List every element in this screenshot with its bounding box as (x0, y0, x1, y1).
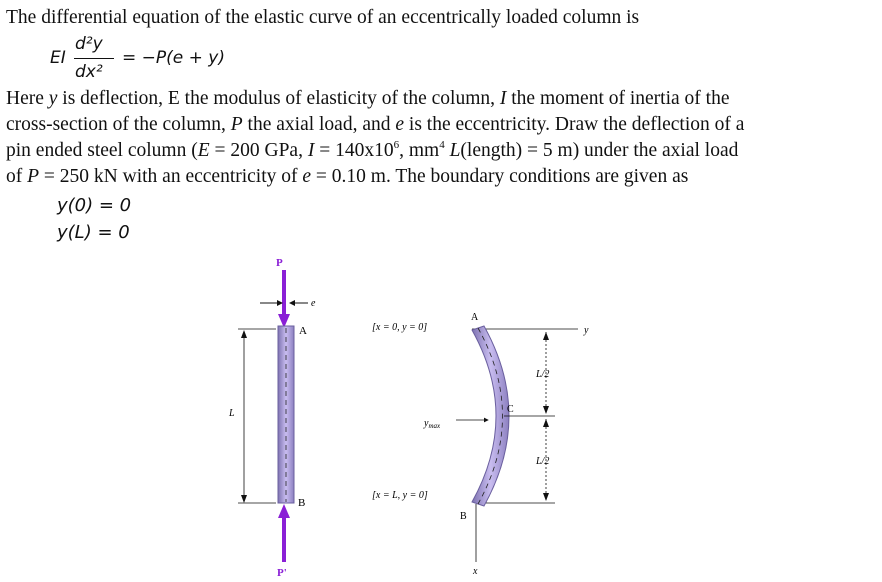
label-e: e (311, 298, 316, 309)
eq-fraction-bar (74, 58, 114, 59)
label-B-left: B (298, 497, 306, 509)
half-dim-arrow-3 (543, 419, 549, 427)
paragraph-line-1: Here y is deflection, E the modulus of elasticity of the column, I the moment of inertia of the (6, 88, 730, 109)
half-dim-arrow-2 (543, 406, 549, 414)
label-C: C (507, 404, 514, 415)
paragraph-line-3: pin ended steel column (E = 200 GPa, $I = 140x10^6$, $mm^4$ L(length) = 5 m) under the axial load (6, 139, 739, 161)
label-x-axis: x (473, 566, 478, 577)
half-dim-arrow-4 (543, 493, 549, 501)
bottom-load-arrowhead (278, 504, 290, 518)
differential-equation (50, 34, 280, 86)
label-ymax: $y_{max}$ (424, 418, 441, 430)
column-figure (220, 250, 600, 580)
eq-denominator: dx² (75, 62, 103, 82)
label-half-length-top: L/2 (536, 369, 550, 380)
label-B-right: B (460, 511, 467, 522)
length-dim-arrowhead-top (241, 330, 247, 338)
label-half-length-bottom: L/2 (536, 456, 550, 467)
length-dim-arrowhead-bottom (241, 495, 247, 503)
label-L: L (229, 408, 235, 419)
label-A-right: A (471, 312, 479, 323)
paragraph-line-2: cross-section of the column, P the axial load, and e is the eccentricity. Draw the deflection of a (6, 114, 745, 135)
boundary-condition-1: y(0) = 0 (57, 195, 132, 216)
boundary-label-bottom: [x = L, y = 0] (372, 490, 428, 501)
boundary-label-top: [x = 0, y = 0] (372, 322, 428, 333)
label-P-prime: P' (277, 567, 287, 579)
label-P: P (276, 257, 283, 269)
boundary-condition-2: y(L) = 0 (57, 222, 130, 243)
deflected-column (472, 326, 509, 506)
intro-text: The differential equation of the elastic curve of an eccentrically loaded column is (6, 7, 640, 28)
paragraph-line-4: of P = 250 kN with an eccentricity of e = 0.10 m. The boundary conditions are given as (6, 166, 689, 187)
label-A-left: A (299, 325, 307, 337)
half-dim-arrow-1 (543, 332, 549, 340)
eq-coefficient: EI (50, 48, 66, 68)
eq-numerator: d²y (75, 34, 103, 54)
eq-rhs: = −P(e + y) (122, 48, 225, 68)
label-y-axis: y (584, 325, 589, 336)
